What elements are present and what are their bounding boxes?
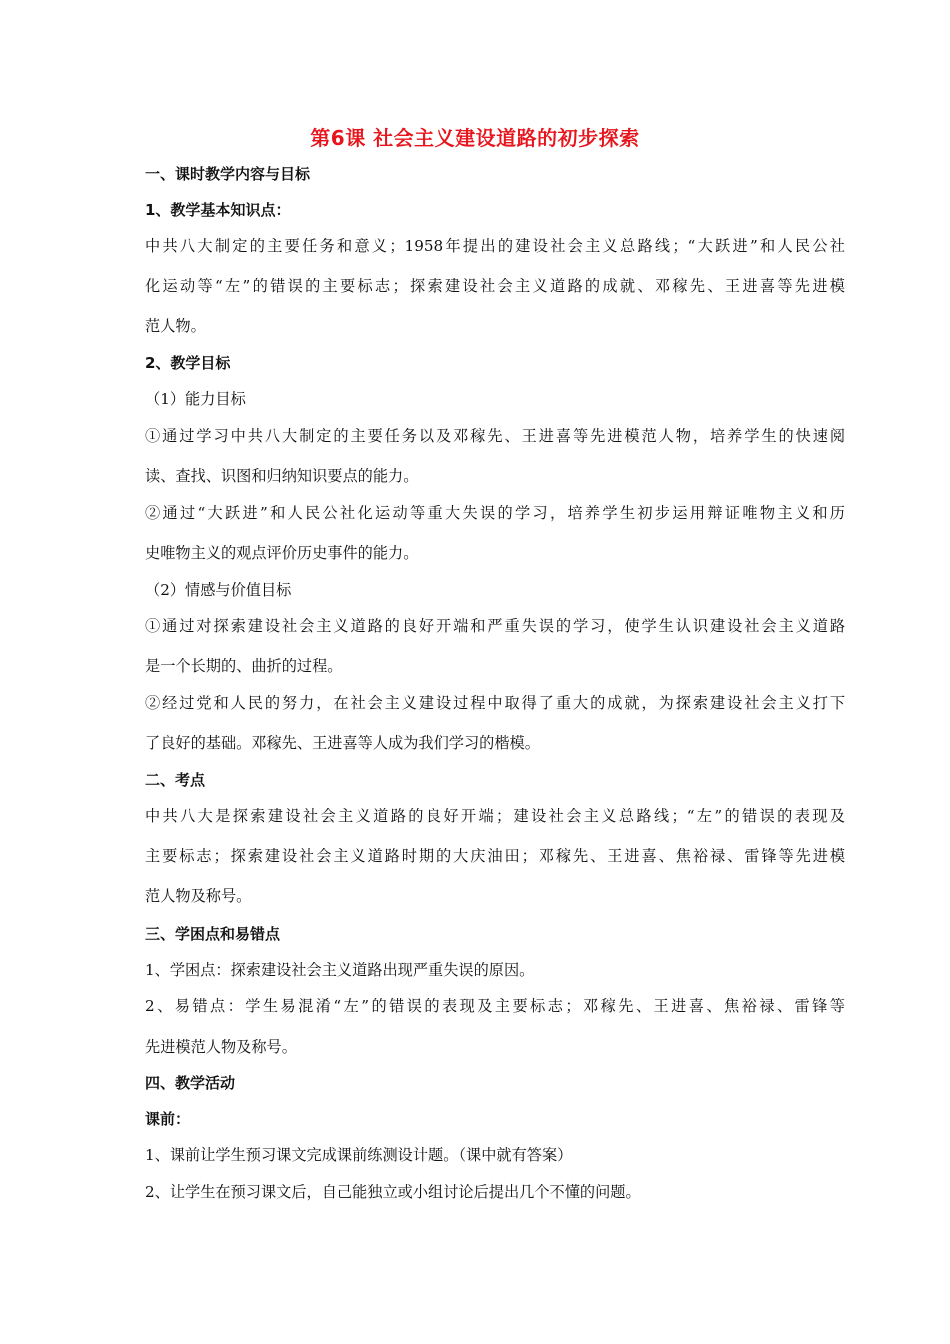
paragraph-line: 了良好的基础。邓稼先、王进喜等人成为我们学习的楷模。 <box>145 734 540 752</box>
paragraph-line: 化运动等“左”的错误的主要标志；探索建设社会主义道路的成就、邓稼先、王进喜等先进模 <box>145 277 845 295</box>
section-heading-4: 四、教学活动 <box>145 1074 236 1092</box>
section-heading-3: 三、学困点和易错点 <box>145 925 281 943</box>
subheading-teaching-goals: 2、教学目标 <box>145 354 231 372</box>
paragraph-line: 主要标志；探索建设社会主义道路时期的大庆油田；邓稼先、王进喜、焦裕禄、雷锋等先进模 <box>145 847 845 865</box>
paragraph-line: 是一个长期的、曲折的过程。 <box>145 657 343 675</box>
goal-label-ability: （1）能力目标 <box>145 390 246 408</box>
paragraph-line: 读、查找、识图和归纳知识要点的能力。 <box>145 467 419 485</box>
paragraph-line: 1、学困点：探索建设社会主义道路出现严重失误的原因。 <box>145 961 535 979</box>
paragraph-line: 中共八大制定的主要任务和意义；1958年提出的建设社会主义总路线；“大跃进”和人民公社 <box>145 237 845 255</box>
section-heading-1: 一、课时教学内容与目标 <box>145 165 311 183</box>
paragraph-line: ②通过“大跃进”和人民公社化运动等重大失误的学习，培养学生初步运用辩证唯物主义和历 <box>145 504 845 522</box>
goal-label-emotion-value: （2）情感与价值目标 <box>145 581 292 599</box>
paragraph-line: ②经过党和人民的努力，在社会主义建设过程中取得了重大的成就，为探索建设社会主义打下 <box>145 694 845 712</box>
paragraph-line: ①通过对探索建设社会主义道路的良好开端和严重失误的学习，使学生认识建设社会主义道路 <box>145 617 845 635</box>
subheading-before-class: 课前： <box>145 1110 191 1128</box>
paragraph-line: 中共八大是探索建设社会主义道路的良好开端；建设社会主义总路线；“左”的错误的表现及 <box>145 807 845 825</box>
paragraph-line: 2、易错点：学生易混淆“左”的错误的表现及主要标志；邓稼先、王进喜、焦裕禄、雷锋等 <box>145 997 845 1015</box>
paragraph-line: 史唯物主义的观点评价历史事件的能力。 <box>145 544 419 562</box>
paragraph-line: ①通过学习中共八大制定的主要任务以及邓稼先、王进喜等先进模范人物，培养学生的快速阅 <box>145 427 845 445</box>
lesson-title: 第6课 社会主义建设道路的初步探索 <box>310 126 640 150</box>
paragraph-line: 范人物。 <box>145 317 206 335</box>
paragraph-line: 范人物及称号。 <box>145 887 252 905</box>
paragraph-line: 2、让学生在预习课文后，自己能独立或小组讨论后提出几个不懂的问题。 <box>145 1183 641 1201</box>
paragraph-line: 1、课前让学生预习课文完成课前练测设计题。（课中就有答案） <box>145 1146 573 1164</box>
section-heading-2: 二、考点 <box>145 771 206 789</box>
subheading-knowledge-points: 1、教学基本知识点： <box>145 201 291 219</box>
paragraph-line: 先进模范人物及称号。 <box>145 1038 297 1056</box>
